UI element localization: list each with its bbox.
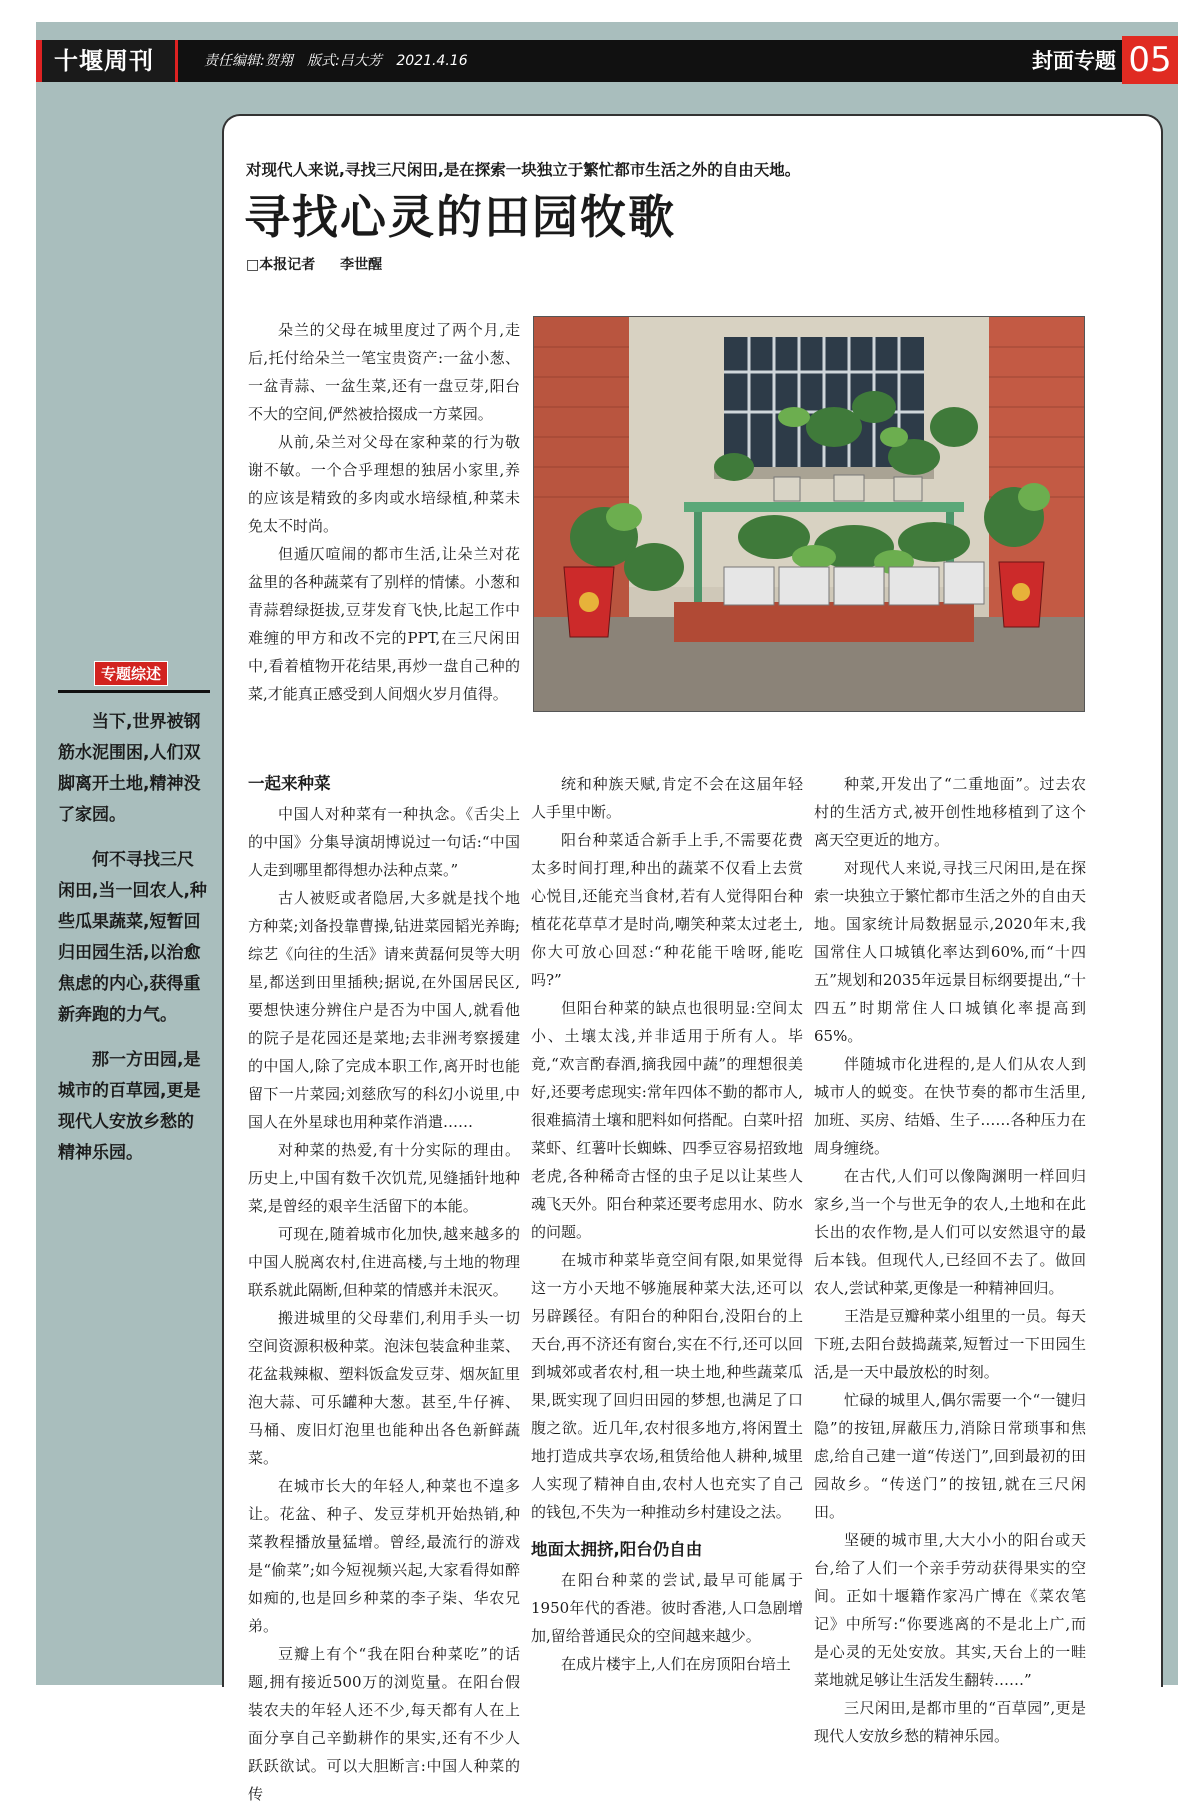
body-paragraph: 忙碌的城里人,偶尔需要一个“一键归隐”的按钮,屏蔽压力,消除日常琐事和焦虑,给自己建一道“传送门”,回到最初的田园故乡。“传送门”的按钮,就在三尺闲田。 xyxy=(814,1391,1086,1521)
body-paragraph: 在城市长大的年轻人,种菜也不遑多让。花盆、种子、发豆芽机开始热销,种菜教程播放量猛增。曾经,最流行的游戏是“偷菜”;如今短视频兴起,大家看得如醉如痴的,也是回乡种菜的李子柒、华农兄弟。 xyxy=(248,1477,520,1635)
sidebar-rule xyxy=(58,690,210,693)
layout-credit: 版式:吕大芳 xyxy=(307,53,382,69)
intro-paragraph: 朵兰的父母在城里度过了两个月,走后,托付给朵兰一笔宝贵资产:一盆小葱、一盆青蒜、一盆生菜,还有一盘豆芽,阳台不大的空间,俨然被拾掇成一方菜园。 xyxy=(248,321,520,423)
intro-column xyxy=(248,316,520,708)
sidebar-summary xyxy=(58,661,210,1183)
masthead-bar xyxy=(36,40,1178,82)
article-byline xyxy=(246,254,402,274)
editor-credit: 责任编辑:贺翔 xyxy=(204,53,293,69)
balcony-garden-illustration xyxy=(533,316,1085,712)
subheading-1: 一起来种菜 xyxy=(248,774,331,793)
body-paragraph: 伴随城市化进程的,是人们从农人到城市人的蜕变。在快节奏的都市生活里,加班、买房、结婚、生子……各种压力在周身缠绕。 xyxy=(814,1055,1086,1157)
body-paragraph: 中国人对种菜有一种执念。《舌尖上的中国》分集导演胡博说过一句话:“中国人走到哪里都得想办法种点菜。” xyxy=(248,805,520,879)
subheading-2: 地面太拥挤,阳台仍自由 xyxy=(531,1540,703,1559)
body-column-1 xyxy=(248,770,520,1808)
body-paragraph: 对现代人来说,寻找三尺闲田,是在探索一块独立于繁忙都市生活之外的自由天地。国家统计局数据显示,2020年末,我国常住人口城镇化率达到60%,而“十四五”规划和2035年远景目标纲要提出,“十四五”时期常住人口城镇化率提高到65%。 xyxy=(814,859,1086,1045)
body-column-2 xyxy=(531,770,803,1678)
section-title: 封面专题 xyxy=(1032,49,1116,73)
body-paragraph: 对种菜的热爱,有十分实际的理由。历史上,中国有数千次饥荒,见缝插针地种菜,是曾经的艰辛生活留下的本能。 xyxy=(248,1141,520,1215)
article-headline: 寻找心灵的田园牧歌 xyxy=(244,190,676,244)
newspaper-page xyxy=(36,22,1178,1803)
publication-name: 十堰周刊 xyxy=(42,40,178,82)
sidebar-paragraph: 何不寻找三尺闲田,当一回农人,种些瓜果蔬菜,短暂回归田园生活,以治愈焦虑的内心,获得重新奔跑的力气。 xyxy=(58,850,207,1025)
intro-paragraph: 但遁仄喧闹的都市生活,让朵兰对花盆里的各种蔬菜有了别样的情愫。小葱和青蒜碧绿挺拔,豆芽发育飞快,比起工作中难缠的甲方和改不完的PPT,在三尺闲田中,看着植物开花结果,再炒一盘自己种的菜,才能真正感受到人间烟火岁月值得。 xyxy=(248,545,520,703)
column-2-paragraphs xyxy=(531,770,803,1526)
body-paragraph: 但阳台种菜的缺点也很明显:空间太小、土壤太浅,并非适用于所有人。毕竟,“欢言酌春酒,摘我园中蔬”的理想很美好,还要考虑现实:常年四体不勤的都市人,很难搞清土壤和肥料如何搭配。白菜叶招菜虾、红薯叶长蜘蛛、四季豆容易招致地老虎,各种稀奇古怪的虫子足以让某些人魂飞天外。阳台种菜还要考虑用水、防水的问题。 xyxy=(531,999,803,1241)
article-lead: 对现代人来说,寻找三尺闲田,是在探索一块独立于繁忙都市生活之外的自由天地。 xyxy=(246,161,801,179)
sidebar-paragraph: 那一方田园,是城市的百草园,更是现代人安放乡愁的精神乐园。 xyxy=(58,1050,201,1163)
body-paragraph: 在城市种菜毕竟空间有限,如果觉得这一方小天地不够施展种菜大法,还可以另辟蹊径。有阳台的种阳台,没阳台的上天台,再不济还有窗台,实在不行,还可以回到城郊或者农村,租一块土地,种些蔬菜瓜果,既实现了回归田园的梦想,也满足了口腹之欲。近几年,农村很多地方,将闲置土地打造成共享农场,租赁给他人耕种,城里人实现了精神自由,农村人也充实了自己的钱包,不失为一种推动乡村建设之法。 xyxy=(531,1251,803,1521)
body-paragraph: 搬进城里的父母辈们,利用手头一切空间资源积极种菜。泡沫包装盒种韭菜、花盆栽辣椒、塑料饭盒发豆芽、烟灰缸里泡大蒜、可乐罐种大葱。甚至,牛仔裤、马桶、废旧灯泡里也能种出各色新鲜蔬菜。 xyxy=(248,1309,520,1467)
body-paragraph: 在成片楼宇上,人们在房顶阳台培土 xyxy=(561,1655,791,1673)
edition-meta xyxy=(204,40,478,82)
body-column-3 xyxy=(814,770,1086,1750)
body-paragraph: 坚硬的城市里,大大小小的阳台或天台,给了人们一个亲手劳动获得果实的空间。正如十堰籍作家冯广博在《菜农笔记》中所写:“你要逃离的不是北上广,而是心灵的无处安放。其实,天台上的一畦菜地就足够让生活发生翻转……” xyxy=(814,1531,1086,1689)
body-paragraph: 豆瓣上有个“我在阳台种菜吃”的话题,拥有接近500万的浏览量。在阳台假装农夫的年轻人还不少,每天都有人在上面分享自己辛勤耕作的果实,还有不少人跃跃欲试。可以大胆断言:中国人种菜的传 xyxy=(248,1645,520,1803)
body-paragraph: 王浩是豆瓣种菜小组里的一员。每天下班,去阳台鼓捣蔬菜,短暂过一下田园生活,是一天中最放松的时刻。 xyxy=(814,1307,1086,1381)
sidebar-title: 专题综述 xyxy=(94,661,168,686)
illustration-svg xyxy=(534,317,1084,711)
body-paragraph: 三尺闲田,是都市里的“百草园”,更是现代人安放乡愁的精神乐园。 xyxy=(814,1699,1086,1745)
body-paragraph: 在阳台种菜的尝试,最早可能属于1950年代的香港。彼时香港,人口急剧增加,留给普通民众的空间越来越少。 xyxy=(531,1571,803,1645)
byline-name: 李世醒 xyxy=(340,257,383,273)
body-paragraph: 种菜,开发出了“二重地面”。过去农村的生活方式,被开创性地移植到了这个离天空更近的地方。 xyxy=(814,775,1086,849)
body-paragraph: 统和种族天赋,肯定不会在这届年轻人手里中断。 xyxy=(531,775,803,821)
sidebar-text xyxy=(58,707,210,1169)
column-1-paragraphs xyxy=(248,800,520,1808)
body-paragraph: 可现在,随着城市化加快,越来越多的中国人脱离农村,住进高楼,与土地的物理联系就此隔断,但种菜的情感并未泯灭。 xyxy=(248,1225,520,1299)
column-3-paragraphs xyxy=(814,770,1086,1750)
byline-label: □本报记者 xyxy=(246,257,316,273)
issue-date: 2021.4.16 xyxy=(396,53,468,69)
page-number: 05 xyxy=(1122,36,1178,84)
body-paragraph: 古人被贬或者隐居,大多就是找个地方种菜;刘备投靠曹操,钻进菜园韬光养晦;综艺《向往的生活》请来黄磊何炅等大明星,都送到田里插秧;据说,在外国居民区,要想快速分辨住户是否为中国人,就看他的院子是花园还是菜地;去非洲考察援建的中国人,除了完成本职工作,离开时也能留下一片菜园;刘慈欣写的科幻小说里,中国人在外星球也用种菜作消遣…… xyxy=(248,889,520,1131)
body-paragraph: 在古代,人们可以像陶渊明一样回归家乡,当一个与世无争的农人,土地和在此长出的农作物,是人们可以安然退守的最后本钱。但现代人,已经回不去了。做回农人,尝试种菜,更像是一种精神回归。 xyxy=(814,1167,1086,1297)
sidebar-paragraph: 当下,世界被钢筋水泥围困,人们双脚离开土地,精神没了家园。 xyxy=(58,712,201,825)
body-paragraph: 阳台种菜适合新手上手,不需要花费太多时间打理,种出的蔬菜不仅看上去赏心悦目,还能充当食材,若有人觉得阳台种植花花草草才是时尚,嘲笑种菜太过老土,你大可放心回怼:“种花能干啥呀,能吃吗?” xyxy=(531,831,803,989)
column-2b-paragraphs xyxy=(531,1566,803,1678)
article-panel xyxy=(222,114,1163,1803)
intro-paragraph: 从前,朵兰对父母在家种菜的行为敬谢不敏。一个合乎理想的独居小家里,养的应该是精致的多肉或水培绿植,种菜未免太不时尚。 xyxy=(248,433,520,535)
